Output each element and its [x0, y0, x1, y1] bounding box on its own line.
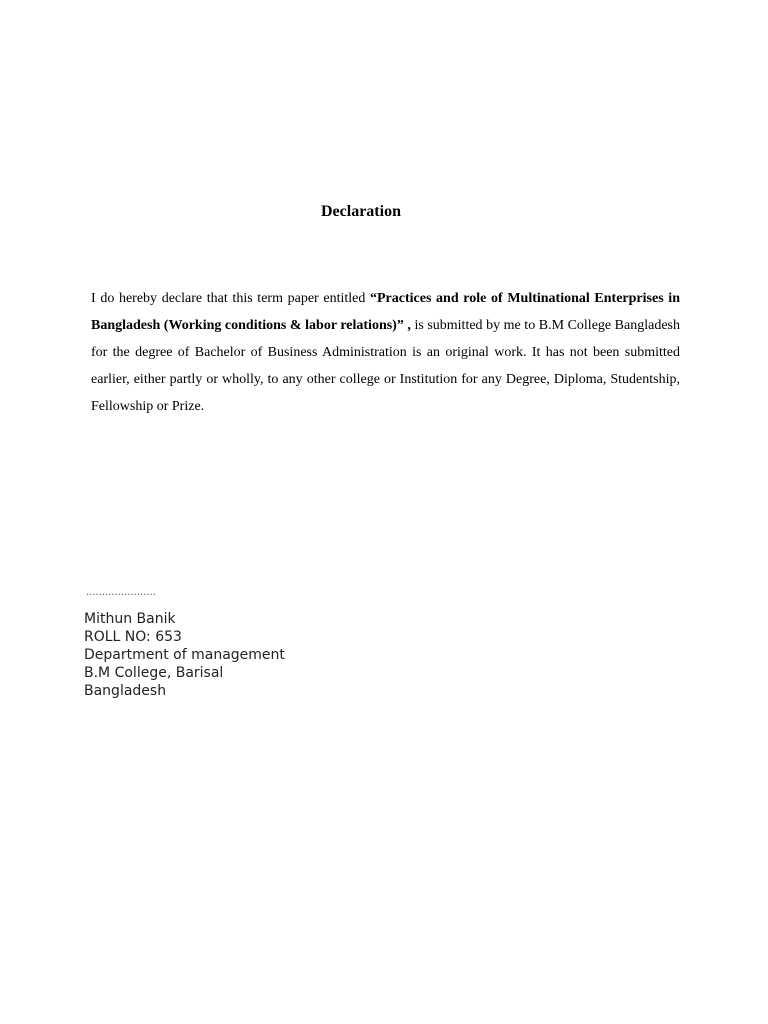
- roll-number: ROLL NO: 653: [84, 629, 182, 645]
- signature-line: ......................: [86, 587, 156, 598]
- declaration-paragraph: [91, 285, 680, 420]
- signature-block: [84, 610, 285, 700]
- term-paper-title: “Practices and role of Multinational Enterprises in Bangladesh (Working conditions & labor relations)” ,: [91, 291, 680, 333]
- page-title: Declaration: [321, 203, 401, 220]
- country: Bangladesh: [84, 683, 167, 699]
- author-name: Mithun Banik: [84, 611, 176, 627]
- department: Department of management: [84, 647, 285, 663]
- declaration-rest: is submitted by me to B.M College Bangladesh for the degree of Bachelor of Business Administration is an original work. It has not been submitted earlier, either partly or wholly, to any other college or Institution for any Degree, Diploma, Studentship, Fellowship or Prize.: [91, 318, 680, 414]
- declaration-intro: I do hereby declare that this term paper entitled: [91, 291, 370, 306]
- college: B.M College, Barisal: [84, 665, 224, 681]
